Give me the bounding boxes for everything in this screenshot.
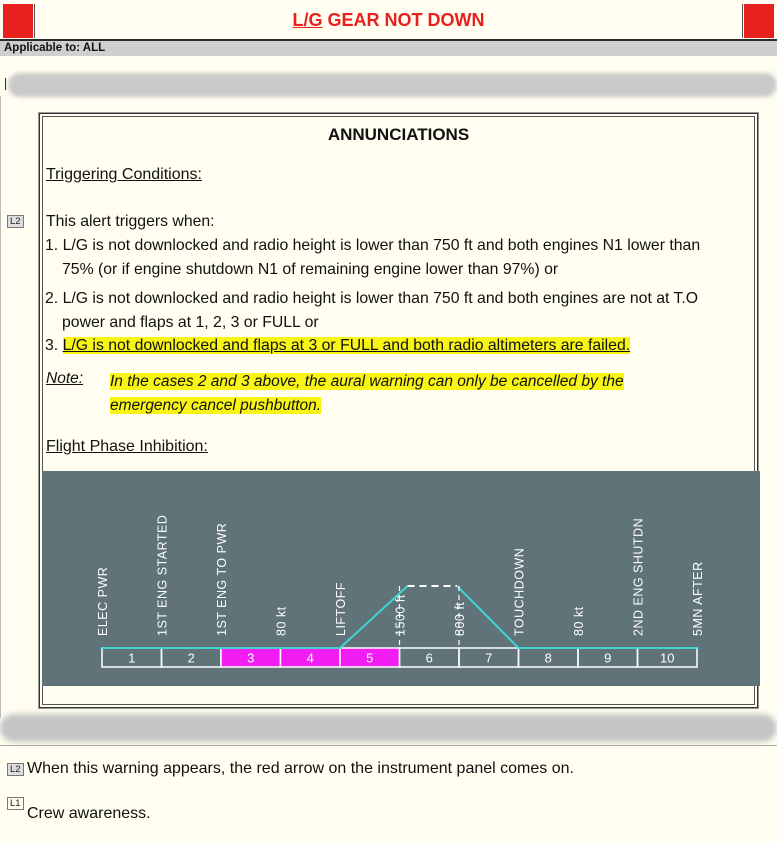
phase-label-1: ELEC PWR: [96, 566, 110, 636]
condition-1: [45, 234, 755, 281]
phase-number-8: 8: [544, 650, 552, 666]
condition-2-line2: power and flaps at 1, 2, 3 or FULL or: [62, 313, 319, 331]
phase-label-5: LIFTOFF: [334, 582, 348, 636]
title-suffix: GEAR NOT DOWN: [322, 10, 485, 30]
phase-label-8: TOUCHDOWN: [512, 547, 527, 636]
flight-phase-diagram: [42, 471, 760, 686]
phase-number-2: 2: [187, 650, 195, 666]
title-bar: [0, 0, 777, 41]
note-label: Note:: [46, 370, 84, 387]
warning-flag-left: [3, 4, 33, 38]
note-text: [110, 370, 710, 417]
phase-label-7: 800 ft: [453, 601, 467, 636]
phase-label-9: 80 kt: [572, 606, 586, 636]
phase-label-3: 1ST ENG TO PWR: [215, 522, 229, 636]
title-frame: [34, 4, 743, 38]
warning-flag-right: [744, 4, 774, 38]
crew-awareness-note: Crew awareness.: [27, 805, 151, 822]
red-arrow-note: When this warning appears, the red arrow on the instrument panel comes on.: [27, 760, 574, 777]
section-divider: [0, 745, 777, 746]
phase-number-9: 9: [604, 650, 612, 666]
condition-3: [45, 334, 755, 358]
phase-number-4: 4: [306, 650, 314, 666]
section-heading: ANNUNCIATIONS: [327, 125, 470, 144]
phase-label-4: 80 kt: [274, 606, 289, 636]
level-badge-l2-footer: L2: [7, 763, 24, 776]
trigger-intro: This alert triggers when:: [46, 213, 215, 230]
title-prefix: L/G: [292, 10, 323, 30]
condition-2: [45, 287, 755, 334]
page-title: [35, 10, 742, 31]
redacted-band-top: [8, 73, 777, 97]
condition-1-line1: 1. L/G is not downlocked and radio height is lower than 750 ft and both engines N1 lower than: [45, 237, 701, 254]
phase-label-10: 2ND ENG SHUTDN: [631, 517, 646, 636]
phase-number-1: 1: [128, 650, 136, 666]
phase-number-5: 5: [366, 650, 374, 666]
condition-3-number: 3.: [45, 337, 63, 354]
change-bar: [5, 78, 6, 90]
condition-2-line1: 2. L/G is not downlocked and radio height is lower than 750 ft and both engines are not at T.O: [45, 290, 699, 307]
note-line1: In the cases 2 and 3 above, the aural warning can only be cancelled by the: [110, 373, 624, 390]
level-badge-l1: L1: [7, 797, 24, 810]
level-badge-l2: L2: [7, 215, 24, 228]
phase-number-6: 6: [425, 650, 433, 666]
triggering-heading: Triggering Conditions:: [46, 166, 202, 183]
redacted-band-bottom: [0, 714, 777, 742]
condition-3-text: L/G is not downlocked and flaps at 3 or FULL and both radio altimeters are failed.: [62, 337, 631, 354]
phase-label-2: 1ST ENG STARTED: [155, 514, 170, 636]
phase-number-7: 7: [485, 650, 493, 666]
phase-label-11: 5MN AFTER: [691, 561, 705, 636]
phase-number-3: 3: [247, 650, 255, 666]
phase-number-10: 10: [660, 650, 675, 666]
applicability-bar: Applicable to: ALL: [0, 41, 777, 56]
phase-label-6: 1500 ft: [393, 594, 408, 636]
condition-1-line2: 75% (or if engine shutdown N1 of remaining engine lower than 97%) or: [62, 260, 559, 278]
flight-phase-svg: [42, 471, 760, 686]
note-line2: emergency cancel pushbutton.: [110, 396, 322, 414]
profile-climb: [102, 586, 408, 648]
inhibition-heading: Flight Phase Inhibition:: [46, 438, 208, 455]
